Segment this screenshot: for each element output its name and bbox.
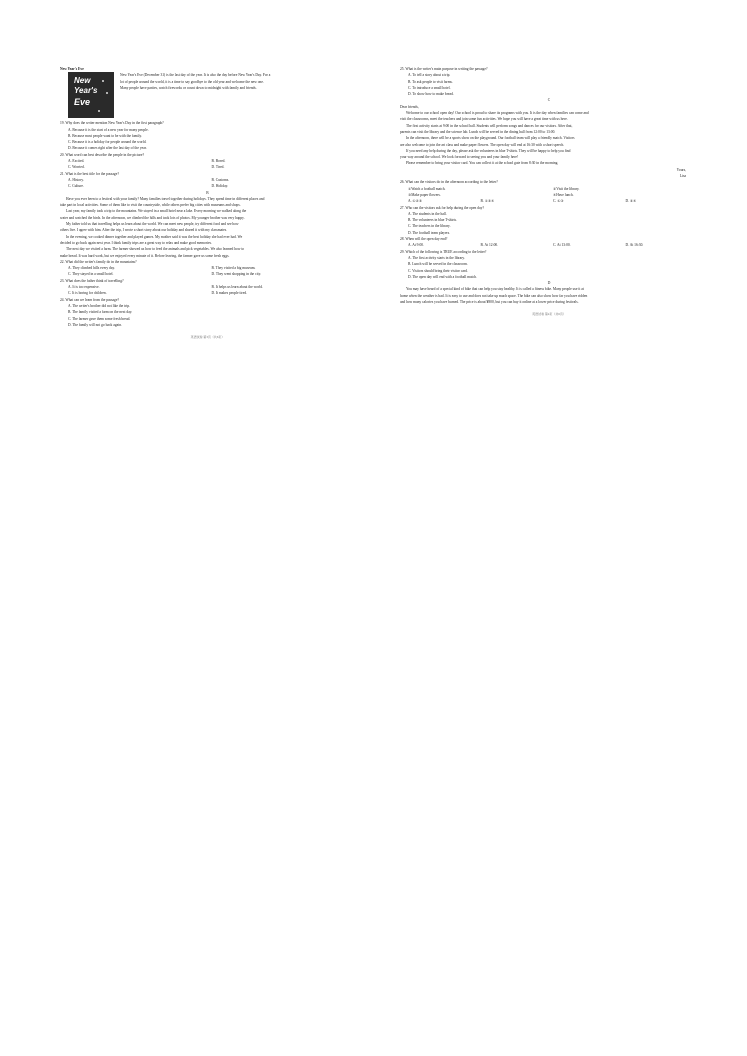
picture-text-3: Eve: [74, 97, 91, 108]
option: A. To tell a story about a trip.: [408, 73, 451, 78]
intro-line: lot of people around the world, it is a time to say goodbye to the old year and welcome the new one.: [120, 79, 264, 84]
option: C. ①③: [553, 199, 564, 204]
option: A. ①②③: [408, 199, 423, 204]
question-stem: 24. What can we learn from the passage?: [60, 297, 120, 302]
letter-line: are also welcome to join the art class and make paper flowers. The open day will end at 16:30 with a short speech.: [400, 142, 565, 147]
passage-line: home when the weather is bad. It is easy to use and does not take up much space. The bike can also show how far you have ridden: [400, 293, 588, 298]
section-label-d: D: [547, 281, 551, 286]
option-row: [400, 242, 698, 248]
option: B. Because most people want to be with the family.: [68, 133, 142, 138]
letter-line: Please remember to bring your visitor card. You can collect it at the school gate from 8:30 in the morning.: [406, 161, 559, 166]
passage-line: In the evening, we cooked dinner together and played games. My mother said it was the best holiday she had ever had. We: [66, 234, 243, 239]
option: B. They visited a big museum.: [211, 266, 256, 271]
question-stem: 25. What is the writer's main purpose in writing the passage?: [400, 67, 488, 71]
choice: ①Watch a football match.: [408, 186, 446, 191]
option: C. The teachers in the library.: [408, 224, 451, 229]
option-row: [60, 183, 355, 189]
letter-body: [400, 110, 698, 167]
option: A. The first activity starts in the library.: [408, 255, 465, 260]
passage-line: Last year, my family took a trip to the mountains. We stayed in a small hotel near a lake. Every morning we walked along the: [66, 209, 247, 214]
option: A. At 9:00.: [408, 243, 424, 248]
option: A. The writer's brother did not like the trip.: [68, 303, 131, 308]
question-stem: 21. What is the best title for the passage?: [60, 171, 119, 176]
option: D. Because it comes right after the last day of the year.: [68, 146, 147, 151]
choice: ②Visit the library.: [553, 186, 580, 191]
question-stem: 19. Why does the writer mention New Year's Day in the first paragraph?: [60, 121, 164, 126]
option: A. Because it is the start of a new year for many people.: [68, 127, 149, 132]
question-21: [60, 171, 355, 190]
intro-line: New Year's Eve (December 31) is the last day of the year. It is also the day before New Year's Day. For a: [120, 73, 271, 78]
letter-signature: Lisa: [679, 174, 686, 179]
option: C. It is boring for children.: [68, 291, 107, 296]
question-26: [400, 179, 698, 204]
passage-line: and how many calories you have burned. The price is about ¥800, but you can buy it online at a lower price during festivals.: [400, 299, 579, 304]
question-22: [60, 259, 355, 278]
section-label-b: B: [206, 190, 209, 195]
question-28: [400, 236, 698, 249]
question-27: [400, 205, 698, 236]
question-stem: 23. What does the father think of travelling?: [60, 278, 124, 283]
letter-line: visit the classrooms, meet the teachers and join some fun activities. We hope you will have a great time with us here.: [400, 117, 568, 122]
firework-spark-icon: [106, 92, 108, 94]
passage-line: My father told us that travelling helps us learn about the world. We can meet new people, try different food and see how: [66, 222, 239, 227]
picture-text-1: New: [74, 76, 91, 86]
option: D. To show how to make bread.: [408, 92, 454, 97]
intro-block: [60, 72, 355, 120]
option: B. The family visited a farm on the next day.: [68, 310, 133, 315]
option: B. ①③④: [480, 199, 495, 204]
option: C. To introduce a small hotel.: [408, 85, 451, 90]
passage-line: decided to go back again next year. I think family trips are a great way to relax and make good memories.: [60, 240, 212, 245]
option: B. Lunch will be served in the classroom.: [408, 262, 468, 267]
option: C. Visitors should bring their visitor card.: [408, 268, 468, 273]
option-row: [60, 271, 355, 277]
letter-greeting: Dear friends,: [400, 104, 419, 109]
passage-line: Have you ever been to a festival with your family? Many families travel together during holidays. They spend time in different places and: [66, 196, 265, 201]
passage-line: water and watched the birds. In the afternoon, we climbed the hills and took lots of photos. My younger brother was very happy.: [60, 215, 245, 220]
right-column: [400, 66, 698, 318]
page-footer: 英语试卷 第3页（共6页）: [190, 335, 225, 340]
choice: ③Make paper flowers.: [408, 192, 441, 197]
option: C. The farmer gave them some fresh bread.: [68, 316, 131, 321]
passage-line: The next day we visited a farm. The farmer showed us how to feed the animals and pick vegetables. We also learned how to: [66, 247, 245, 252]
option: D. They went shopping in the city.: [211, 272, 262, 277]
passage-line: others live. I agree with him. After the trip, I wrote a short story about our holiday and shared it with my classmates.: [60, 228, 228, 233]
option: A. History.: [68, 177, 84, 182]
picture-text-2: Year's: [74, 86, 98, 96]
question-20: [60, 152, 355, 171]
question-19: [60, 120, 355, 151]
option: D. The family will not go back again.: [68, 322, 122, 327]
letter-line: Welcome to our school open day! Our school is proud to share its programs with you. It is the day when families can come and: [406, 111, 589, 116]
option-row: [60, 164, 355, 170]
option: A. It is too expensive.: [68, 285, 100, 290]
question-stem: 28. When will the open day end?: [400, 237, 448, 242]
option: D. The football team players.: [408, 230, 451, 235]
question-23: [60, 278, 355, 297]
option-row: [60, 290, 355, 296]
option: B. To ask people to visit farms.: [408, 79, 453, 84]
letter-line: your way around the school. We look forward to seeing you and your family here!: [400, 155, 519, 160]
passage-line: make bread. It was hard work, but we enjoyed every minute of it. Before leaving, the farmer gave us some fresh eggs.: [60, 253, 230, 258]
option: A. The students in the hall.: [408, 211, 447, 216]
option: C. They stayed in a small hotel.: [68, 272, 114, 277]
letter-line: If you need any help during the day, please ask the volunteers in blue T-shirts. They will be happy to help you find: [406, 148, 571, 153]
option: B. It helps us learn about the world.: [211, 285, 263, 290]
choice: ④Have lunch.: [553, 192, 574, 197]
question-stem: 26. What can the visitors do in the afternoon according to the letter?: [400, 180, 498, 185]
question-stem: 20. What word can best describe the people in the picture?: [60, 152, 145, 157]
letter-line: The first activity starts at 9:00 in the school hall. Students will perform songs and dances for our visitors. After that,: [406, 123, 573, 128]
option: C. At 13:00.: [553, 243, 571, 248]
option: D. Tired.: [211, 165, 225, 170]
question-29: [400, 249, 698, 280]
letter-line: In the afternoon, there will be a sports show on the playground. Our football team will play a friendly match. Visitors: [406, 136, 575, 141]
section-label-c: C: [547, 98, 551, 103]
option: C. Culture.: [68, 184, 84, 189]
option: C. Worried.: [68, 165, 85, 170]
letter-signoff: Yours,: [676, 167, 686, 172]
option-row: [400, 198, 698, 204]
passage-d: [400, 286, 698, 305]
question-stem: 22. What did the writer's family do in the mountains?: [60, 259, 137, 264]
option: D. Holiday.: [211, 184, 229, 189]
question-24: [60, 297, 355, 328]
option: B. At 12:00.: [480, 243, 499, 248]
firework-spark-icon: [102, 80, 104, 82]
option: A. They climbed hills every day.: [68, 266, 115, 271]
option: B. Customs.: [211, 177, 230, 182]
new-years-eve-picture: [68, 72, 114, 118]
letter-line: parents can visit the library and the science lab. Lunch will be served in the dining hall from 12:00 to 13:00.: [400, 129, 556, 134]
question-stem: 29. Which of the following is TRUE according to the letter?: [400, 249, 487, 254]
section-heading: New Year's Eve: [60, 67, 84, 71]
option: B. The volunteers in blue T-shirts.: [408, 218, 457, 223]
option: A. Excited.: [68, 159, 85, 164]
left-column: [60, 66, 355, 340]
option: D. The open day will end with a football match.: [408, 274, 477, 279]
page-footer: 英语试卷 第4页（共6页）: [532, 312, 566, 317]
question-25: [400, 66, 698, 97]
passage-line: You may have heard of a special kind of bike that can help you stay healthy. It is called a fitness bike. Many people use it at: [406, 287, 584, 292]
option: D. ②④: [625, 199, 637, 204]
option: B. Bored.: [211, 159, 226, 164]
intro-line: Many people have parties, watch fireworks or count down to midnight with family and friends.: [120, 85, 257, 90]
firework-spark-icon: [98, 110, 100, 112]
option: D. At 16:30.: [625, 243, 644, 248]
passage-line: take part in local activities. Some of them like to visit the countryside, while others prefer big cities with museums and shops.: [60, 203, 241, 208]
option: C. Because it is a holiday for people around the world.: [68, 140, 147, 145]
passage-b: [60, 196, 355, 259]
option: D. It makes people tired.: [211, 291, 248, 296]
question-stem: 27. Who can the visitors ask for help during the open day?: [400, 205, 484, 210]
